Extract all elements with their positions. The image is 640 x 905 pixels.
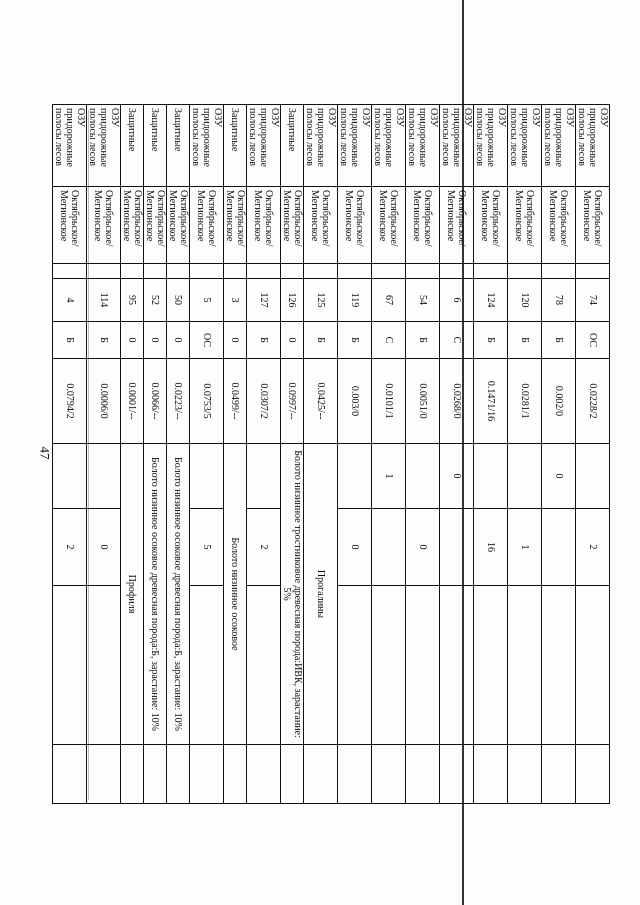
table-row	[167, 105, 190, 804]
trailing-cell	[440, 745, 474, 804]
forestry-cell: Октябрьское/ Мегионское	[542, 187, 576, 264]
forestry-cell: Октябрьское/ Мегионское	[247, 187, 281, 264]
parcel-number-cell: 74	[576, 279, 610, 322]
value-a-cell	[338, 444, 372, 509]
category-cell: Защитные	[144, 105, 167, 187]
blank-cell	[474, 264, 508, 279]
blank-cell	[281, 264, 304, 279]
trailing-cell	[144, 745, 167, 804]
table-row	[542, 105, 576, 804]
value-b-cell: 2	[247, 509, 281, 586]
area-ratio-cell: 0.0006/0	[87, 359, 121, 444]
category-cell: Защитные	[281, 105, 304, 187]
trailing-cell	[190, 745, 224, 804]
parcel-number-cell: 127	[247, 279, 281, 322]
description-cell: Болото низинное тростниковое древесная порода:ИВК, зарастание: 5%	[281, 444, 304, 745]
table-row	[87, 105, 121, 804]
species-cell: С	[372, 322, 406, 359]
value-b-cell: 5	[190, 509, 224, 586]
species-cell: Б	[87, 322, 121, 359]
value-b-cell: 2	[576, 509, 610, 586]
parcel-number-cell: 126	[281, 279, 304, 322]
value-a-cell	[247, 444, 281, 509]
table-row	[190, 105, 224, 804]
blank-cell	[247, 264, 281, 279]
table-row	[247, 105, 281, 804]
forestry-cell: Октябрьское/ Мегионское	[190, 187, 224, 264]
blank-cell	[406, 264, 440, 279]
category-cell: ОЗУ придорожные полосы лесов	[247, 105, 281, 187]
category-cell: ОЗУ придорожные полосы лесов	[87, 105, 121, 187]
parcel-number-cell: 4	[53, 279, 87, 322]
value-b-cell: 2	[53, 509, 87, 586]
trailing-cell	[474, 745, 508, 804]
trailing-cell	[247, 745, 281, 804]
area-ratio-cell: 0.0101/1	[372, 359, 406, 444]
description-cell: Болото низинное осоковое древесная порода:Б, зарастание: 10%	[144, 444, 167, 745]
description-cell	[338, 586, 372, 745]
blank-cell	[121, 264, 144, 279]
blank-cell	[304, 264, 338, 279]
trailing-cell	[87, 745, 121, 804]
trailing-cell	[372, 745, 406, 804]
value-a-cell	[53, 444, 87, 509]
species-cell: Б	[406, 322, 440, 359]
forestry-cell: Октябрьское/ Мегионское	[144, 187, 167, 264]
area-ratio-cell: 0.0281/1	[508, 359, 542, 444]
description-cell	[440, 586, 474, 745]
table-row	[474, 105, 508, 804]
table-row	[576, 105, 610, 804]
value-a-cell: 0	[440, 444, 474, 509]
species-cell: С	[440, 322, 474, 359]
trailing-cell	[304, 745, 338, 804]
value-a-cell: 0	[542, 444, 576, 509]
area-ratio-cell: 0.0228/2	[576, 359, 610, 444]
category-cell: ОЗУ придорожные полосы лесов	[372, 105, 406, 187]
description-cell: Болото низинное осоковое	[224, 444, 247, 745]
category-cell: ОЗУ придорожные полосы лесов	[474, 105, 508, 187]
description-cell: Прогалины	[304, 444, 338, 745]
value-a-cell	[190, 444, 224, 509]
trailing-cell	[542, 745, 576, 804]
trailing-cell	[338, 745, 372, 804]
table-frame	[53, 104, 610, 804]
value-b-cell: 16	[474, 509, 508, 586]
area-ratio-cell: 0.0499/--	[224, 359, 247, 444]
category-cell: ОЗУ придорожные полосы лесов	[542, 105, 576, 187]
trailing-cell	[121, 745, 144, 804]
area-ratio-cell: 0.0997/--	[281, 359, 304, 444]
rotated-table-wrapper	[53, 104, 610, 804]
value-a-cell	[576, 444, 610, 509]
area-ratio-cell: 0.0268/0	[440, 359, 474, 444]
blank-cell	[576, 264, 610, 279]
category-cell: ОЗУ придорожные полосы лесов	[304, 105, 338, 187]
table-row	[508, 105, 542, 804]
parcel-number-cell: 125	[304, 279, 338, 322]
category-cell: ОЗУ придорожные полосы лесов	[440, 105, 474, 187]
description-cell	[406, 586, 440, 745]
table-body	[53, 105, 610, 804]
table-row	[406, 105, 440, 804]
area-ratio-cell: 0.0425/--	[304, 359, 338, 444]
species-cell: Б	[508, 322, 542, 359]
description-cell	[542, 586, 576, 745]
description-cell	[247, 586, 281, 745]
blank-cell	[190, 264, 224, 279]
species-cell: 0	[167, 322, 190, 359]
table-row	[440, 105, 474, 804]
blank-cell	[542, 264, 576, 279]
table-row	[338, 105, 372, 804]
category-cell: Защитные	[224, 105, 247, 187]
forestry-cell: Октябрьское/ Мегионское	[372, 187, 406, 264]
trailing-cell	[53, 745, 87, 804]
parcel-number-cell: 5	[190, 279, 224, 322]
description-cell	[190, 586, 224, 745]
parcel-number-cell: 114	[87, 279, 121, 322]
forestry-cell: Октябрьское/ Мегионское	[167, 187, 190, 264]
forestry-cell: Октябрьское/ Мегионское	[508, 187, 542, 264]
parcel-number-cell: 52	[144, 279, 167, 322]
blank-cell	[508, 264, 542, 279]
blank-cell	[440, 264, 474, 279]
description-cell	[372, 586, 406, 745]
species-cell: Б	[338, 322, 372, 359]
category-cell: ОЗУ придорожные полосы лесов	[338, 105, 372, 187]
forestry-cell: Октябрьское/ Мегионское	[87, 187, 121, 264]
category-cell: ОЗУ придорожные полосы лесов	[53, 105, 87, 187]
trailing-cell	[224, 745, 247, 804]
blank-cell	[372, 264, 406, 279]
species-cell: Б	[53, 322, 87, 359]
description-cell	[87, 586, 121, 745]
table-row	[121, 105, 144, 804]
parcel-number-cell: 6	[440, 279, 474, 322]
species-cell: ОС	[576, 322, 610, 359]
parcel-number-cell: 67	[372, 279, 406, 322]
area-ratio-cell: 0.0794/2	[53, 359, 87, 444]
area-ratio-cell: 0.0051/0	[406, 359, 440, 444]
species-cell: 0	[224, 322, 247, 359]
value-a-cell	[474, 444, 508, 509]
category-cell: ОЗУ придорожные полосы лесов	[508, 105, 542, 187]
value-b-cell: 0	[406, 509, 440, 586]
parcel-number-cell: 120	[508, 279, 542, 322]
description-cell	[508, 586, 542, 745]
species-cell: 0	[144, 322, 167, 359]
trailing-cell	[508, 745, 542, 804]
value-a-cell: 1	[372, 444, 406, 509]
table-row	[53, 105, 87, 804]
forestry-cell: Октябрьское/ Мегионское	[474, 187, 508, 264]
description-cell: Профиля	[121, 444, 144, 745]
forestry-cell: Октябрьское/ Мегионское	[440, 187, 474, 264]
description-cell: Болото низинное осоковое древесная порода:Б, зарастание: 10%	[167, 444, 190, 745]
species-cell: Б	[542, 322, 576, 359]
table-row	[144, 105, 167, 804]
table-row	[304, 105, 338, 804]
table-row	[372, 105, 406, 804]
value-b-cell: 0	[338, 509, 372, 586]
value-b-cell: 1	[508, 509, 542, 586]
parcel-number-cell: 119	[338, 279, 372, 322]
forestry-cell: Октябрьское/ Мегионское	[406, 187, 440, 264]
description-cell	[53, 586, 87, 745]
description-cell	[474, 586, 508, 745]
species-cell: Б	[474, 322, 508, 359]
value-a-cell	[406, 444, 440, 509]
forestry-cell: Октябрьское/ Мегионское	[121, 187, 144, 264]
value-b-cell	[372, 509, 406, 586]
value-a-cell	[508, 444, 542, 509]
blank-cell	[87, 264, 121, 279]
area-ratio-cell: 0.0066/--	[144, 359, 167, 444]
parcel-number-cell: 78	[542, 279, 576, 322]
blank-cell	[53, 264, 87, 279]
blank-cell	[167, 264, 190, 279]
table-row	[224, 105, 247, 804]
parcel-number-cell: 95	[121, 279, 144, 322]
species-cell: Б	[247, 322, 281, 359]
forestry-cell: Октябрьское/ Мегионское	[224, 187, 247, 264]
area-ratio-cell: 0.0307/2	[247, 359, 281, 444]
trailing-cell	[281, 745, 304, 804]
species-cell: 0	[281, 322, 304, 359]
category-cell: ОЗУ придорожные полосы лесов	[576, 105, 610, 187]
category-cell: ОЗУ придорожные полосы лесов	[406, 105, 440, 187]
description-cell	[576, 586, 610, 745]
trailing-cell	[576, 745, 610, 804]
parcel-number-cell: 54	[406, 279, 440, 322]
parcel-number-cell: 3	[224, 279, 247, 322]
value-a-cell	[87, 444, 121, 509]
area-ratio-cell: 0.0753/5	[190, 359, 224, 444]
forestry-cell: Октябрьское/ Мегионское	[304, 187, 338, 264]
parcel-number-cell: 50	[167, 279, 190, 322]
page-number: 47	[37, 446, 53, 460]
category-cell: ОЗУ придорожные полосы лесов	[190, 105, 224, 187]
species-cell: Б	[304, 322, 338, 359]
category-cell: Защитные	[121, 105, 144, 187]
area-ratio-cell: 0.1471/16	[474, 359, 508, 444]
trailing-cell	[167, 745, 190, 804]
forestry-cell: Октябрьское/ Мегионское	[53, 187, 87, 264]
value-b-cell: 0	[87, 509, 121, 586]
forest-parcel-table	[52, 104, 610, 804]
blank-cell	[224, 264, 247, 279]
trailing-cell	[406, 745, 440, 804]
blank-cell	[338, 264, 372, 279]
area-ratio-cell: 0.003/0	[338, 359, 372, 444]
category-cell: Защитные	[167, 105, 190, 187]
blank-cell	[144, 264, 167, 279]
value-b-cell	[440, 509, 474, 586]
area-ratio-cell: 0.0001/--	[121, 359, 144, 444]
value-b-cell	[542, 509, 576, 586]
forestry-cell: Октябрьское/ Мегионское	[338, 187, 372, 264]
forestry-cell: Октябрьское/ Мегионское	[576, 187, 610, 264]
area-ratio-cell: 0.002/0	[542, 359, 576, 444]
parcel-number-cell: 124	[474, 279, 508, 322]
species-cell: 0	[121, 322, 144, 359]
table-row	[281, 105, 304, 804]
species-cell: ОС	[190, 322, 224, 359]
area-ratio-cell: 0.0223/--	[167, 359, 190, 444]
forestry-cell: Октябрьское/ Мегионское	[281, 187, 304, 264]
